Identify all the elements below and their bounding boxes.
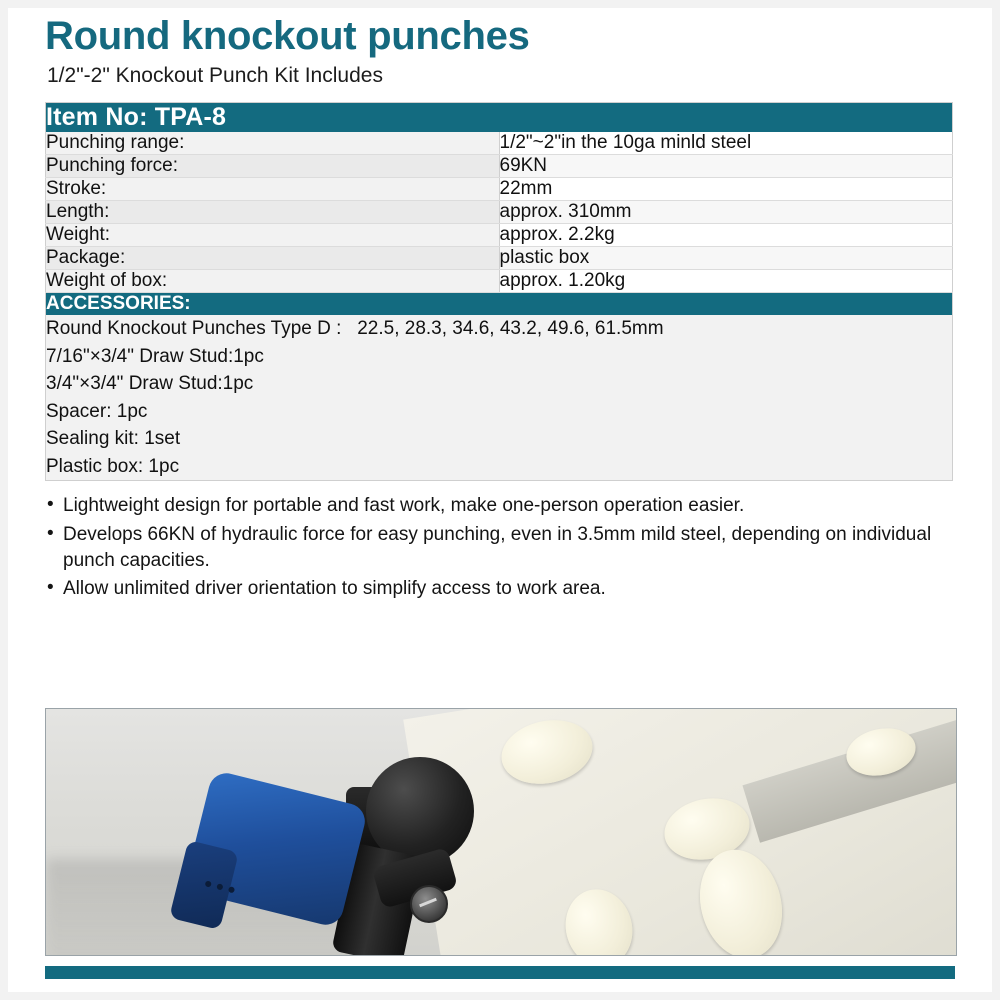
- table-row: [46, 155, 953, 178]
- accessories-list: [46, 315, 953, 481]
- accessory-item: Plastic box: 1pc: [46, 455, 180, 477]
- spec-value: 69KN: [499, 155, 953, 178]
- page-title: Round knockout punches: [45, 14, 530, 58]
- spec-label: Punching range:: [46, 132, 500, 155]
- table-row: [46, 247, 953, 270]
- accessory-item: Spacer: 1pc: [46, 400, 148, 422]
- table-header-row: [46, 103, 953, 133]
- item-number-header: Item No: TPA-8: [46, 103, 953, 133]
- page-subtitle: 1/2"-2" Knockout Punch Kit Includes: [47, 64, 383, 87]
- spec-value: plastic box: [499, 247, 953, 270]
- table-row: [46, 132, 953, 155]
- spec-label: Package:: [46, 247, 500, 270]
- spec-label: Weight:: [46, 224, 500, 247]
- spec-label: Punching force:: [46, 155, 500, 178]
- spec-label: Weight of box:: [46, 270, 500, 293]
- spec-label: Length:: [46, 201, 500, 224]
- spec-label: Stroke:: [46, 178, 500, 201]
- list-item: • Lightweight design for portable and fast work, make one-person operation easier.: [45, 493, 975, 519]
- accessory-item: 7/16"×3/4" Draw Stud:1pc: [46, 345, 264, 367]
- accessory-item: Round Knockout Punches Type D : 22.5, 28.3, 34.6, 43.2, 49.6, 61.5mm: [46, 318, 664, 339]
- table-row: [46, 224, 953, 247]
- list-item: • Develops 66KN of hydraulic force for easy punching, even in 3.5mm mild steel, depending on individual punch capacities.: [45, 522, 975, 573]
- spec-value: 1/2"~2"in the 10ga minld steel: [499, 132, 953, 155]
- product-photo: [45, 708, 957, 956]
- spec-value: approx. 2.2kg: [499, 224, 953, 247]
- accessories-header: ACCESSORIES:: [46, 293, 953, 316]
- pressure-gauge-icon: [410, 885, 448, 923]
- spec-value: approx. 310mm: [499, 201, 953, 224]
- spec-value: approx. 1.20kg: [499, 270, 953, 293]
- feature-bullet-list: [45, 493, 975, 602]
- list-item: • Allow unlimited driver orientation to simplify access to work area.: [45, 576, 975, 602]
- bottom-accent-bar: [45, 966, 955, 979]
- content-area: [45, 14, 978, 605]
- accessory-item: Sealing kit: 1set: [46, 428, 181, 450]
- photo-background: [46, 709, 956, 955]
- table-row: [46, 201, 953, 224]
- accessories-body-row: [46, 315, 953, 481]
- table-row: [46, 178, 953, 201]
- specification-table: [45, 102, 953, 481]
- table-row: [46, 270, 953, 293]
- accessories-header-row: [46, 293, 953, 316]
- spec-value: 22mm: [499, 178, 953, 201]
- accessory-item: 3/4"×3/4" Draw Stud:1pc: [46, 373, 254, 395]
